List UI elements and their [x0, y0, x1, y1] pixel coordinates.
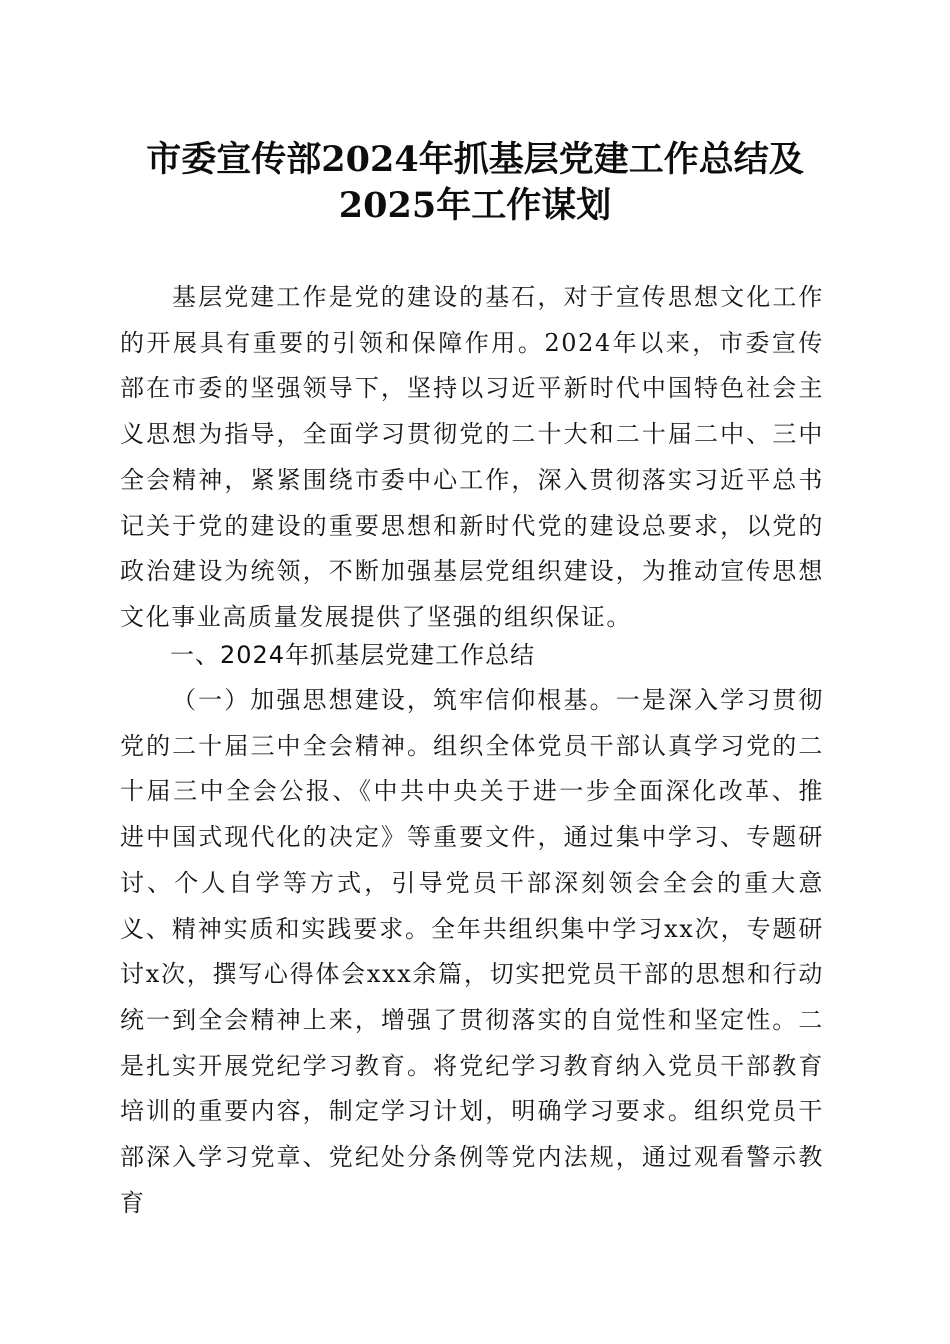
- subsection-body: 一是深入学习贯彻党的二十届三中全会精神。组织全体党员干部认真学习党的二十届三中全会公报、《中共中央关于进一步全面深化改革、推进中国式现代化的决定》等重要文件，通过集中学习、专题研讨、个人自学等方式，引导党员干部深刻领会全会的重大意义、精神实质和实践要求。全年共组织集中学习xx次，专题研讨x次，撰写心得体会xxx余篇，切实把党员干部的思想和行动统一到全会精神上来，增强了贯彻落实的自觉性和坚定性。二是扎实开展党纪学习教育。将党纪学习教育纳入党员干部教育培训的重要内容，制定学习计划，明确学习要求。组织党员干部深入学习党章、党纪处分条例等党内法规，通过观看警示教育: [120, 686, 824, 1217]
- subsection-lead: （一）加强思想建设，筑牢信仰根基。: [172, 686, 616, 714]
- subsection-paragraph-1: [120, 678, 824, 1226]
- section-heading-1: 一、2024年抓基层党建工作总结: [170, 641, 536, 669]
- document-title-line-2: 2025年工作谋划: [338, 185, 612, 226]
- document-title-line-1: 市委宣传部2024年抓基层党建工作总结及: [146, 139, 804, 180]
- intro-paragraph: 基层党建工作是党的建设的基石，对于宣传思想文化工作的开展具有重要的引领和保障作用。2024年以来，市委宣传部在市委的坚强领导下，坚持以习近平新时代中国特色社会主义思想为指导，全面学习贯彻党的二十大和二十届二中、三中全会精神，紧紧围绕市委中心工作，深入贯彻落实习近平总书记关于党的建设的重要思想和新时代党的建设总要求，以党的政治建设为统领，不断加强基层党组织建设，为推动宣传思想文化事业高质量发展提供了坚强的组织保证。: [120, 283, 824, 631]
